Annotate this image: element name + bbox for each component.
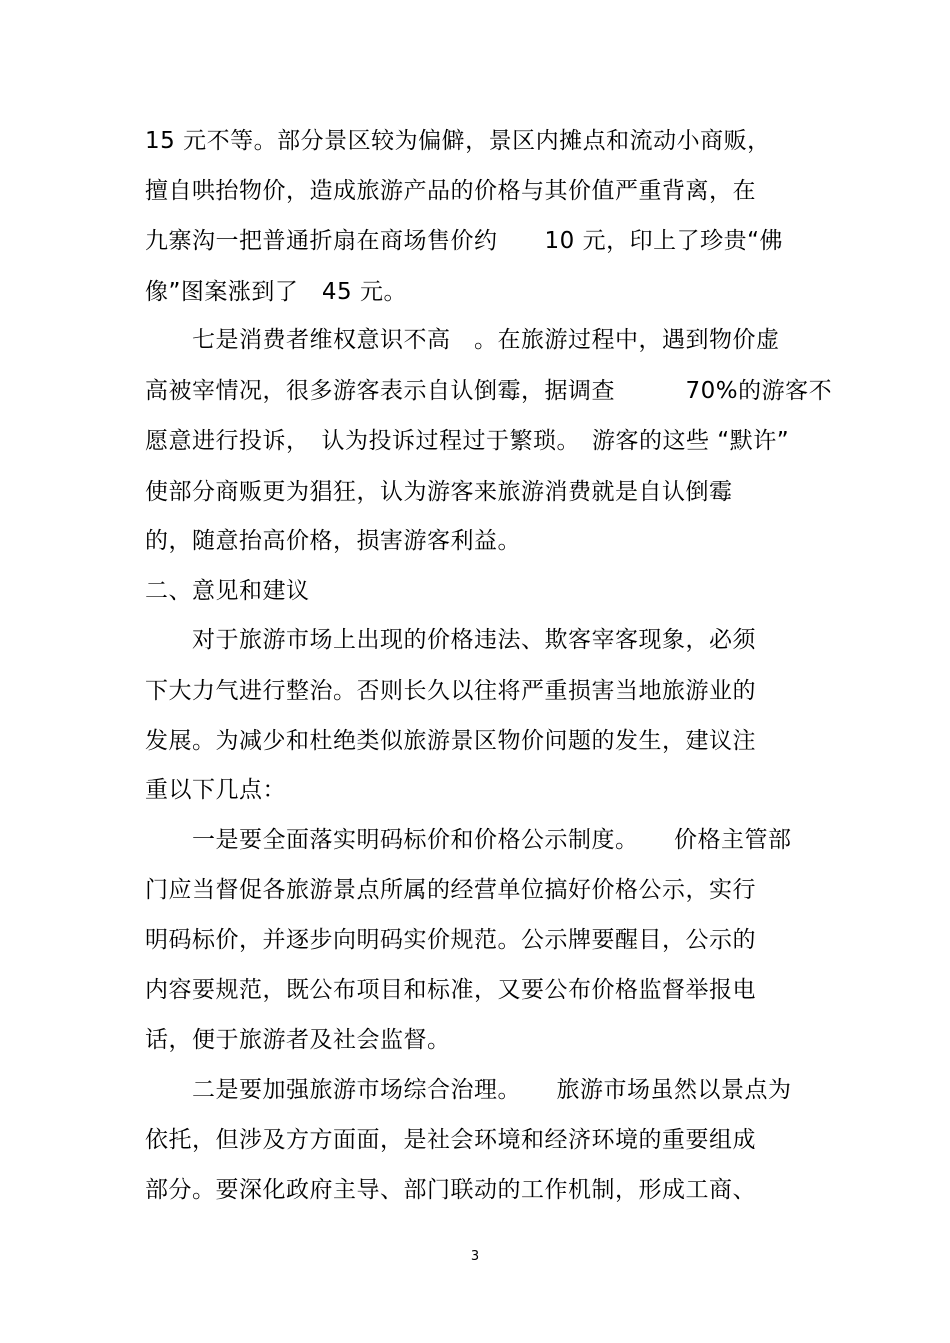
text-line: 内容要规范，既公布项目和标准，又要公布价格监督举报电: [145, 977, 756, 1003]
text-line: 对于旅游市场上出现的价格违法、欺客宰客现象，必须: [192, 627, 756, 653]
text-line: 使部分商贩更为猖狂，认为游客来旅游消费就是自认倒霉: [145, 479, 733, 505]
text-line: 重以下几点：: [145, 777, 286, 803]
text-line: 依托，但涉及方方面面，是社会环境和经济环境的重要组成: [145, 1127, 756, 1153]
text-line: 高被宰情况，很多游客表示自认倒霉，据调查 70%的游客不: [145, 378, 833, 404]
text-line: 九寨沟一把普通折扇在商场售价约 10 元，印上了珍贵“佛: [145, 228, 783, 254]
text-line: 的，随意抬高价格，损害游客利益。: [145, 528, 521, 554]
text-line: 像”图案涨到了 45 元。: [145, 279, 407, 305]
text-line: 部分。要深化政府主导、部门联动的工作机制，形成工商、: [145, 1177, 756, 1203]
text-line: 七是消费者维权意识不高 。在旅游过程中，遇到物价虚: [192, 327, 780, 353]
text-line: 愿意进行投诉， 认为投诉过程过于繁琐。 游客的这些 “默许”: [145, 428, 790, 454]
text-line: 一是要全面落实明码标价和价格公示制度。 价格主管部: [192, 827, 792, 853]
text-line: 15 元不等。部分景区较为偏僻，景区内摊点和流动小商贩，: [145, 128, 771, 154]
text-line: 擅自哄抬物价，造成旅游产品的价格与其价值严重背离，在: [145, 178, 756, 204]
text-line: 发展。为减少和杜绝类似旅游景区物价问题的发生，建议注: [145, 728, 756, 754]
text-line: 下大力气进行整治。否则长久以往将严重损害当地旅游业的: [145, 678, 756, 704]
text-line: 话，便于旅游者及社会监督。: [145, 1027, 451, 1053]
section-heading: 二、意见和建议: [145, 578, 310, 604]
page-number: 3: [470, 1249, 480, 1264]
text-line: 门应当督促各旅游景点所属的经营单位搞好价格公示，实行: [145, 877, 756, 903]
text-line: 明码标价，并逐步向明码实价规范。公示牌要醒目，公示的: [145, 927, 756, 953]
text-line: 二是要加强旅游市场综合治理。 旅游市场虽然以景点为: [192, 1077, 792, 1103]
